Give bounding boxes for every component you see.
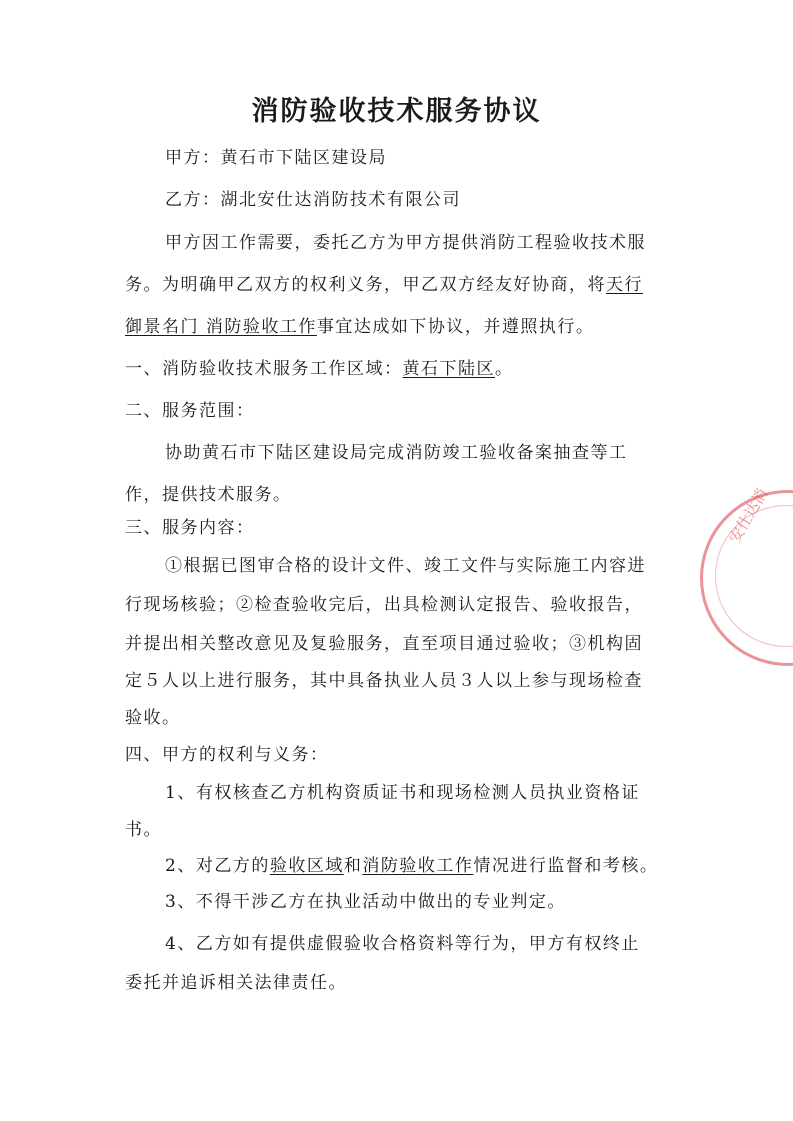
section-4-item-1-line-2: 书。 xyxy=(125,820,162,840)
item-2-underlined-1: 验收区域 xyxy=(269,856,344,876)
item-2-text-2: 和 xyxy=(343,856,363,876)
section-3-heading: 三、服务内容： xyxy=(125,518,255,538)
section-3-line-4: 定５人以上进行服务，其中具备执业人员３人以上参与现场检查 xyxy=(125,671,643,691)
item-2-text-1: 2、对乙方的 xyxy=(165,856,270,876)
intro-line-1: 甲方因工作需要，委托乙方为甲方提供消防工程验收技术服 xyxy=(165,233,646,253)
section-3-line-5: 验收。 xyxy=(125,708,181,728)
section-4-item-1-line-1: 1、有权核查乙方机构资质证书和现场检测人员执业资格证 xyxy=(165,783,640,803)
project-name-part-2: 御景名门 消防验收工作 xyxy=(125,317,317,337)
party-a: 甲方：黄石市下陆区建设局 xyxy=(165,148,387,168)
section-2-line-2: 作，提供技术服务。 xyxy=(125,485,292,505)
section-4-heading: 四、甲方的权利与义务： xyxy=(125,745,329,765)
section-4-item-3: 3、不得干涉乙方在执业活动中做出的专业判定。 xyxy=(165,892,566,912)
section-2-heading: 二、服务范围： xyxy=(125,401,255,421)
item-2-text-3: 情况进行监督和考核。 xyxy=(473,856,659,876)
project-name-part-1: 天行 xyxy=(606,275,643,295)
section-1-heading: 一、消防验收技术服务工作区域： xyxy=(125,359,403,379)
section-3-line-1: ①根据已图审合格的设计文件、竣工文件与实际施工内容进 xyxy=(165,556,646,576)
intro-line-2 xyxy=(125,273,685,297)
intro-line-3 xyxy=(125,315,685,339)
party-b: 乙方：湖北安仕达消防技术有限公司 xyxy=(165,190,461,210)
company-seal xyxy=(700,485,793,666)
section-4-item-2 xyxy=(165,854,725,878)
seal-text: 安仕达消 xyxy=(725,485,772,547)
section-4-item-4-line-1: 4、乙方如有提供虚假验收合格资料等行为，甲方有权终止 xyxy=(165,934,640,954)
intro-line-2-text: 务。为明确甲乙双方的权利义务，甲乙双方经友好协商，将 xyxy=(125,275,606,295)
section-4-item-4-line-2: 委托并追诉相关法律责任。 xyxy=(125,973,347,993)
service-area: 黄石下陆区 xyxy=(402,359,495,379)
section-2-line-1: 协助黄石市下陆区建设局完成消防竣工验收备案抽查等工 xyxy=(165,443,628,463)
section-1 xyxy=(125,357,685,381)
section-3-line-2: 行现场核验；②检查验收完后，出具检测认定报告、验收报告， xyxy=(125,595,643,615)
section-3-line-3: 并提出相关整改意见及复验服务，直至项目通过验收；③机构固 xyxy=(125,634,643,654)
item-2-underlined-2: 消防验收工作 xyxy=(362,856,474,876)
intro-line-3-text: 事宜达成如下协议，并遵照执行。 xyxy=(316,317,595,337)
document-title: 消防验收技术服务协议 xyxy=(251,96,542,127)
section-1-end: 。 xyxy=(495,359,514,379)
